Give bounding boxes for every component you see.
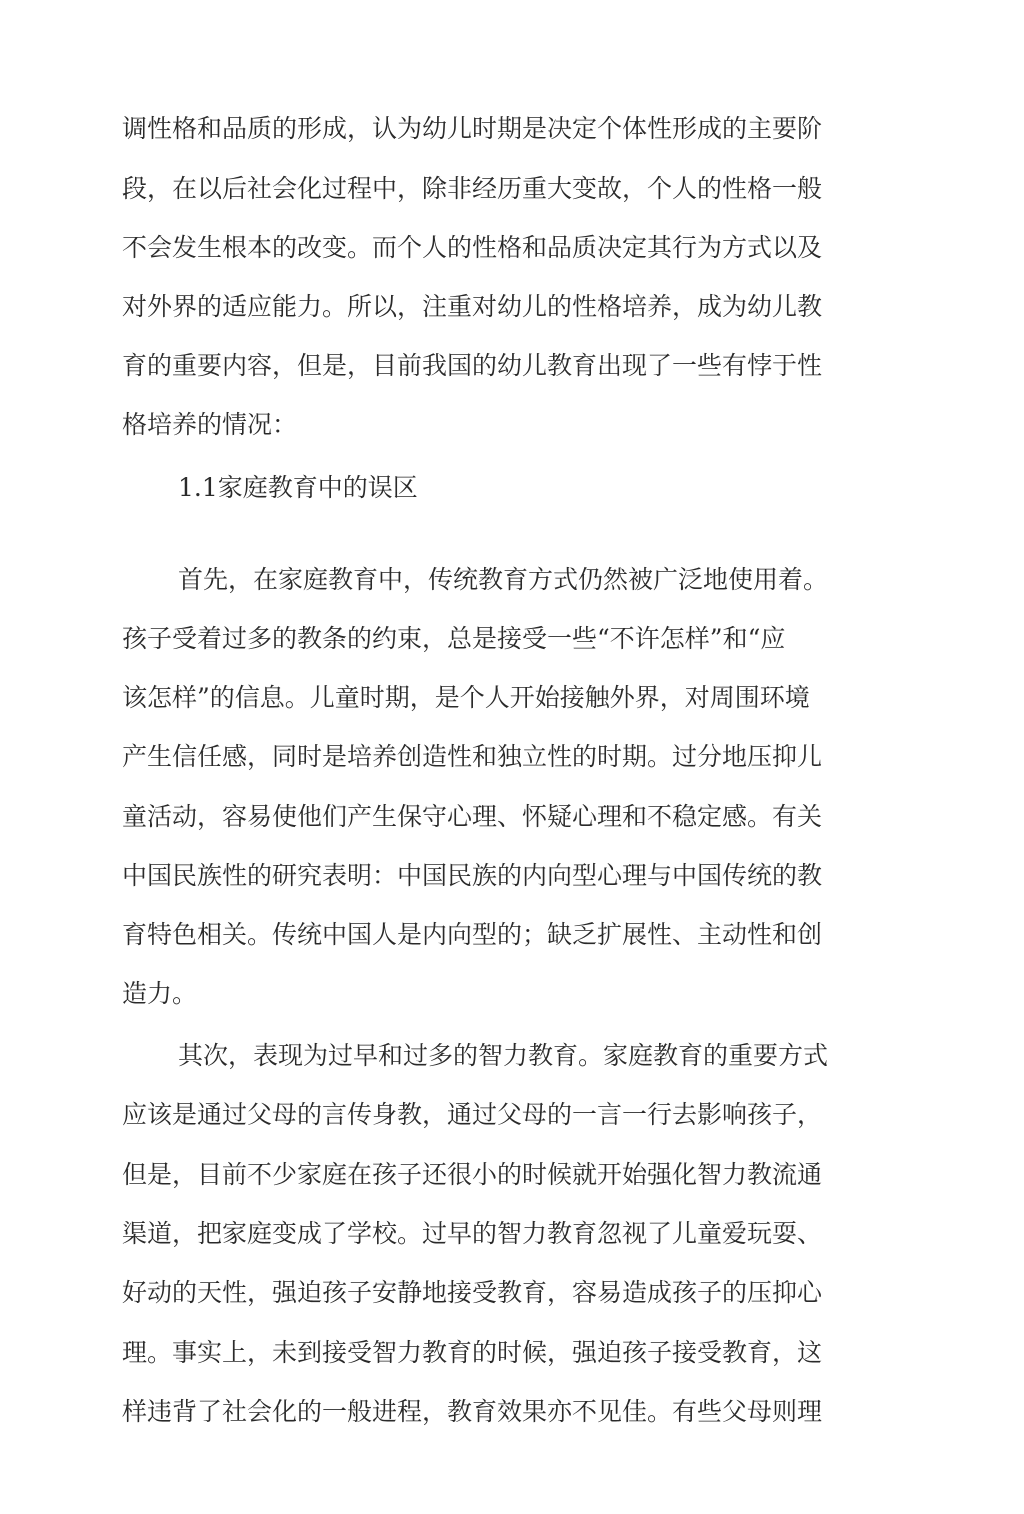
text-line: 产生信任感，同时是培养创造性和独立性的时期。过分地压抑儿: [122, 742, 823, 771]
text-line: 中国民族性的研究表明：中国民族的内向型心理与中国传统的教: [122, 861, 823, 890]
text-line: 渠道，把家庭变成了学校。过早的智力教育忽视了儿童爱玩耍、: [122, 1219, 823, 1248]
text-line: 理。事实上，未到接受智力教育的时候，强迫孩子接受教育，这: [122, 1338, 823, 1367]
text-line: 该怎样”的信息。儿童时期，是个人开始接触外界，对周围环境: [122, 683, 810, 712]
text-line: 育特色相关。传统中国人是内向型的；缺乏扩展性、主动性和创: [122, 920, 823, 949]
text-line: 格培养的情况：: [122, 410, 298, 439]
text-line: 童活动，容易使他们产生保守心理、怀疑心理和不稳定感。有关: [122, 802, 823, 831]
text-line: 孩子受着过多的教条的约束，总是接受一些“不许怎样”和“应: [122, 624, 786, 653]
text-line: 其次，表现为过早和过多的智力教育。家庭教育的重要方式: [178, 1041, 829, 1070]
text-line: 但是，目前不少家庭在孩子还很小的时候就开始强化智力教流通: [122, 1160, 823, 1189]
section-heading: 1.1家庭教育中的误区: [178, 473, 418, 502]
text-line: 不会发生根本的改变。而个人的性格和品质决定其行为方式以及: [122, 233, 823, 262]
text-line: 对外界的适应能力。所以，注重对幼儿的性格培养，成为幼儿教: [122, 292, 823, 321]
text-line: 好动的天性，强迫孩子安静地接受教育，容易造成孩子的压抑心: [122, 1278, 823, 1307]
text-line: 段，在以后社会化过程中，除非经历重大变故，个人的性格一般: [122, 174, 823, 203]
text-line: 育的重要内容，但是，目前我国的幼儿教育出现了一些有悖于性: [122, 351, 823, 380]
text-line: 调性格和品质的形成，认为幼儿时期是决定个体性形成的主要阶: [122, 114, 823, 143]
text-line: 造力。: [122, 979, 198, 1008]
text-line: 首先，在家庭教育中，传统教育方式仍然被广泛地使用着。: [178, 565, 829, 594]
text-line: 样违背了社会化的一般进程，教育效果亦不见佳。有些父母则理: [122, 1397, 823, 1426]
text-line: 应该是通过父母的言传身教，通过父母的一言一行去影响孩子，: [122, 1100, 823, 1129]
